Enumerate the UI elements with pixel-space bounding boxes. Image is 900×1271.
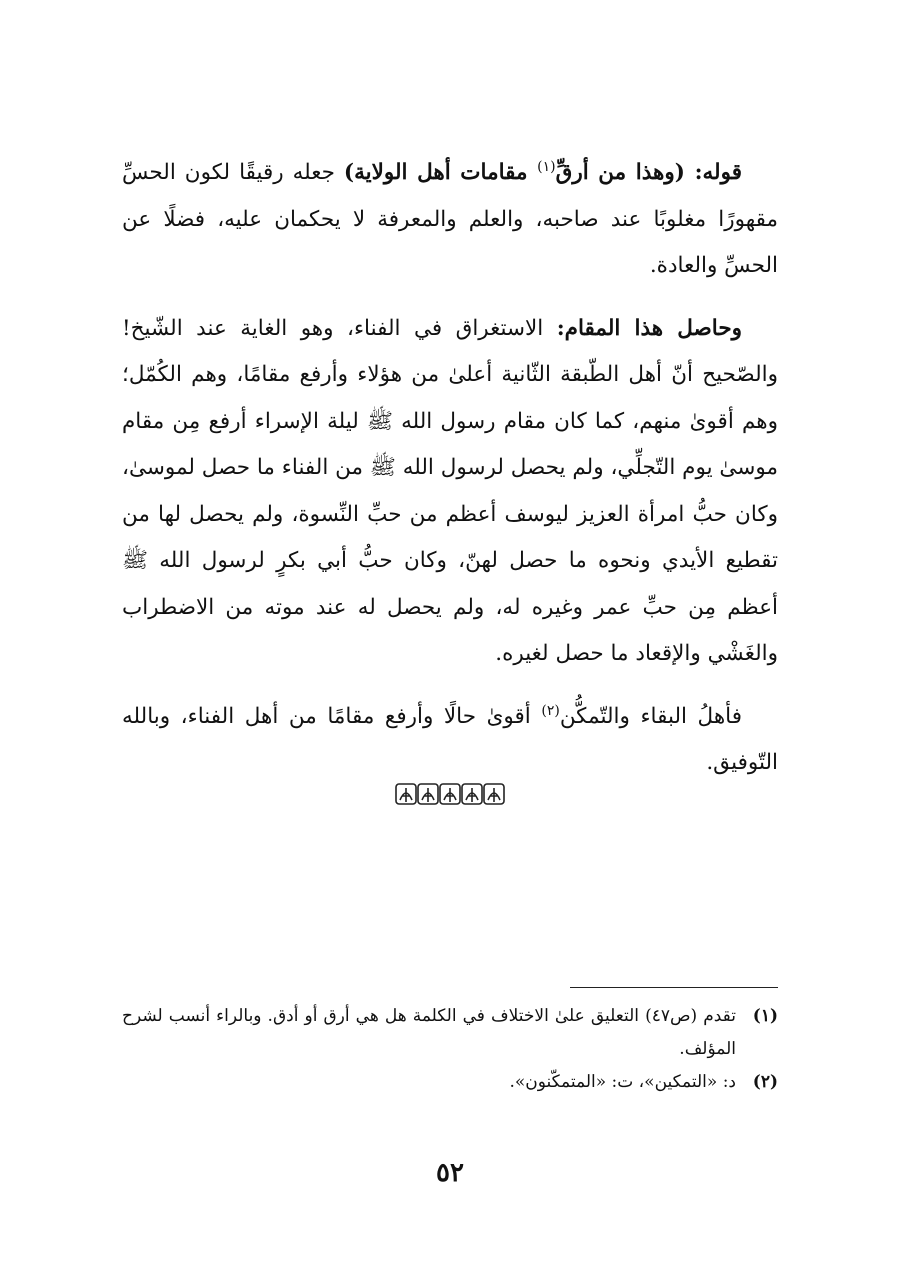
page-number: ٥٢ (436, 1158, 464, 1188)
footnote-ref-1: (١) (537, 158, 556, 175)
paragraph-1-text: جعله رقيقًا لكون الحسِّ مقهورًا مغلوبًا عند صاحبه، والعلم والمعرفة لا يحكمان عليه، فضلًا عن الحسِّ والعادة. (122, 160, 778, 278)
footnotes (122, 1000, 778, 1099)
footnote-2 (122, 1066, 778, 1099)
quote-lead: قوله: (وهذا من أرقِّ (555, 160, 742, 185)
paragraph-2-lead: وحاصل هذا المقام: (556, 315, 742, 341)
footnote-2-text: د: «التمكين»، ت: «المتمكّنون». (509, 1072, 736, 1092)
paragraph-1 (122, 150, 778, 290)
ornament-icon (394, 782, 506, 806)
footnote-2-number: (٢) (752, 1072, 778, 1092)
footnote-1-number: (١) (752, 1006, 778, 1026)
footnote-ref-2: (٢) (541, 702, 560, 719)
paragraph-3-text-before: فأهلُ البقاء والتّمكُّن (559, 703, 742, 729)
footnote-separator (570, 987, 778, 988)
paragraph-3 (122, 694, 778, 787)
paragraph-3-text-after: أقوىٰ حالًا وأرفع مقامًا من أهل الفناء، وبالله التّوفيق. (122, 703, 778, 775)
main-text (122, 150, 778, 803)
paragraph-2-text: الاستغراق في الفناء، وهو الغاية عند الشّيخ! والصّحيح أنّ أهل الطّبقة الثّانية أعلىٰ من هؤلاء وأرفع مقامًا، وهم الكُمّل؛ وهم أقوىٰ منهم، كما كان مقام رسول الله ﷺ ليلة الإسراء أرفع مِن مقام موسىٰ يوم التّجلِّي، ولم يحصل لرسول الله ﷺ من الفناء ما حصل لموسىٰ، وكان حبُّ امرأة العزيز ليوسف أعظم من حبِّ النِّسوة، ولم يحصل لها من تقطيع الأيدي ونحوه ما حصل لهنّ، وكان حبُّ أبي بكرٍ لرسول الله ﷺ أعظم مِن حبِّ عمر وغيره له، ولم يحصل له عند موته من الاضطراب والغَشْي والإقعاد ما حصل لغيره. (122, 315, 778, 666)
footnote-1 (122, 1000, 778, 1066)
section-divider-ornament (0, 782, 900, 812)
quote-rest: مقامات أهل الولاية) (343, 160, 538, 185)
paragraph-2 (122, 306, 778, 678)
footnote-1-text: تقدم (ص٤٧) التعليق علىٰ الاختلاف في الكلمة هل هي أرق أو أدق. وبالراء أنسب لشرح المؤلف. (122, 1006, 736, 1059)
